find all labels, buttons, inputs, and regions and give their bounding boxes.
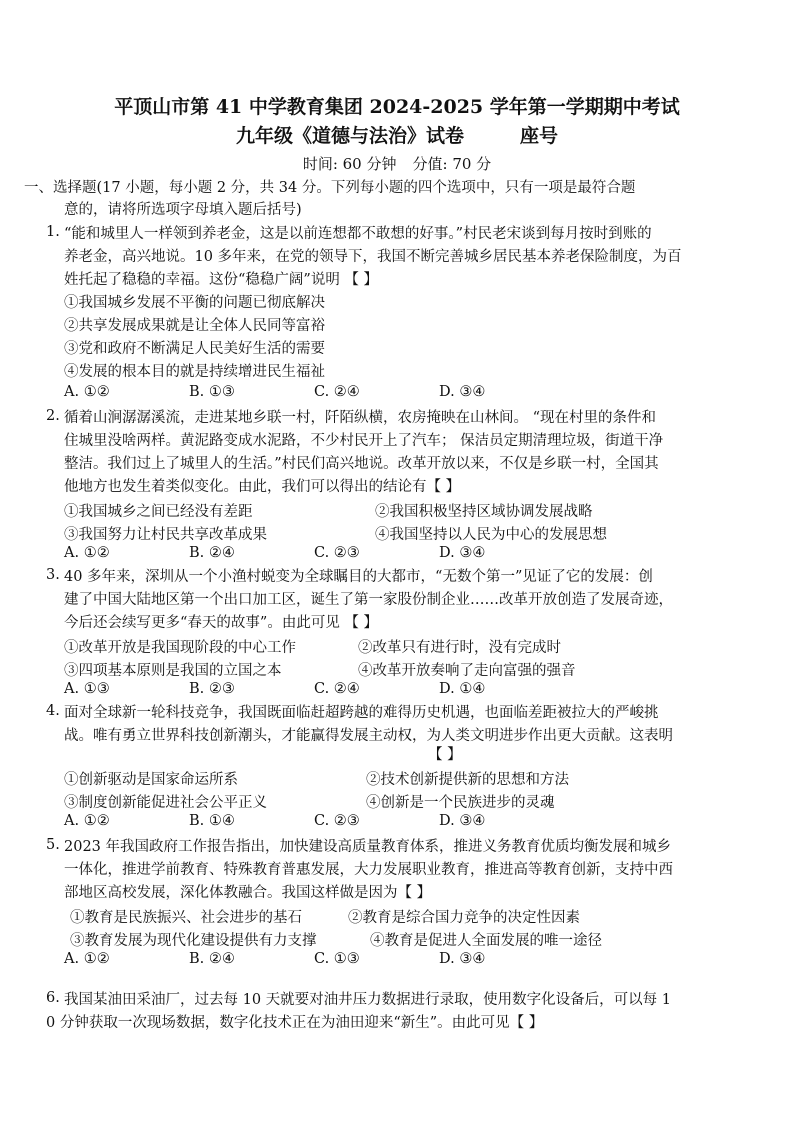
question-number: 1. bbox=[46, 224, 60, 240]
statement: ④发展的根本目的就是持续增进民生福祉 bbox=[64, 364, 325, 380]
question-stem-line: 住城里没啥两样。黄泥路变成水泥路，不少村民开上了汽车； 保洁员定期清理垃圾，街道干净 bbox=[64, 433, 664, 449]
question-stem-line: 整洁。我们过上了城里人的生活。”村民们高兴地说。改革开放以来，不仅是乡联一村，全国其 bbox=[64, 456, 659, 472]
answer-options bbox=[64, 545, 564, 561]
statement: ③制度创新能促进社会公平正义 bbox=[64, 795, 267, 811]
answer-options bbox=[64, 951, 564, 967]
question-stem-line: 养老金，高兴地说。10 多年来，在党的领导下，我国不断完善城乡居民基本养老保险制度，为百 bbox=[64, 249, 682, 265]
question-stem-line: 姓托起了稳稳的幸福。这份“稳稳广阔”说明 【 】 bbox=[64, 272, 379, 288]
seat-label: 座号 bbox=[520, 125, 559, 147]
statement: ②共享发展成果就是让全体人民同等富裕 bbox=[64, 318, 325, 334]
question-stem-line: 建了中国大陆地区第一个出口加工区，诞生了第一家股份制企业……改革开放创造了发展奇迹， bbox=[64, 592, 673, 608]
statement: ③我国努力让村民共享改革成果 bbox=[64, 527, 267, 543]
option-d: D. ③④ bbox=[439, 384, 486, 400]
statement: ④创新是一个民族进步的灵魂 bbox=[366, 795, 555, 811]
option-c: C. ②③ bbox=[314, 813, 360, 829]
question-stem-line: 循着山涧潺潺溪流，走进某地乡联一村，阡陌纵横，农房掩映在山林间。 “现在村里的条件和 bbox=[64, 410, 657, 426]
question-number: 6. bbox=[46, 990, 60, 1006]
option-a: A. ①② bbox=[64, 951, 110, 967]
option-c: C. ②④ bbox=[314, 681, 360, 697]
section-heading-cont: 意的，请将所选项字母填入题后括号) bbox=[64, 202, 302, 218]
option-b: B. ①③ bbox=[189, 384, 235, 400]
subject-title: 九年级《道德与法治》试卷 bbox=[235, 125, 464, 147]
option-d: D. ③④ bbox=[439, 813, 486, 829]
statement: ②技术创新提供新的思想和方法 bbox=[366, 772, 569, 788]
statement: ①创新驱动是国家命运所系 bbox=[64, 772, 238, 788]
statement: ③党和政府不断满足人民美好生活的需要 bbox=[64, 341, 325, 357]
question-stem-line: 我国某油田采油厂，过去每 10 天就要对油井压力数据进行录取，使用数字化设备后，可以每 1 bbox=[64, 992, 671, 1008]
answer-options bbox=[64, 681, 564, 697]
question-number: 2. bbox=[46, 408, 60, 424]
option-d: D. ①④ bbox=[439, 681, 486, 697]
statement: ①我国城乡发展不平衡的问题已彻底解决 bbox=[64, 295, 325, 311]
statement: ④教育是促进人全面发展的唯一途径 bbox=[370, 933, 602, 949]
question-stem-line: 他地方也发生着类似变化。由此，我们可以得出的结论有【 】 bbox=[64, 479, 461, 495]
answer-options bbox=[64, 384, 564, 400]
exam-time: 时间: 60 分钟 bbox=[302, 155, 397, 173]
question-stem-line: 部地区高校发展，深化体教融合。我国这样做是因为【 】 bbox=[64, 885, 432, 901]
answer-bracket: 【 】 bbox=[428, 747, 462, 763]
option-c: C. ②③ bbox=[314, 545, 360, 561]
option-a: A. ①② bbox=[64, 384, 110, 400]
exam-subtitle bbox=[0, 121, 794, 148]
statement: ①教育是民族振兴、社会进步的基石 bbox=[70, 910, 302, 926]
statement: ④我国坚持以人民为中心的发展思想 bbox=[375, 527, 607, 543]
exam-score: 分值: 70 分 bbox=[412, 155, 492, 173]
statement: ③四项基本原则是我国的立国之本 bbox=[64, 663, 282, 679]
answer-options bbox=[64, 813, 564, 829]
option-a: A. ①② bbox=[64, 813, 110, 829]
statement: ③教育发展为现代化建设提供有力支撑 bbox=[70, 933, 317, 949]
question-stem-line: 一体化，推进学前教育、特殊教育普惠发展，大力发展职业教育，推进高等教育创新，支持中西 bbox=[64, 862, 673, 878]
question-stem-line: 今后还会续写更多“春天的故事”。由此可见 【 】 bbox=[64, 615, 379, 631]
option-a: A. ①② bbox=[64, 545, 110, 561]
question-stem-line: “能和城里人一样领到养老金，这是以前连想都不敢想的好事。”村民老宋谈到每月按时到账的 bbox=[64, 226, 652, 242]
statement: ②教育是综合国力竞争的决定性因素 bbox=[348, 910, 580, 926]
question-number: 3. bbox=[46, 567, 60, 583]
statement: ②我国积极坚持区域协调发展战略 bbox=[375, 504, 593, 520]
option-b: B. ②④ bbox=[189, 951, 235, 967]
option-b: B. ②④ bbox=[189, 545, 235, 561]
option-c: C. ②④ bbox=[314, 384, 360, 400]
option-c: C. ①③ bbox=[314, 951, 360, 967]
section-heading: 一、选择题(17 小题，每小题 2 分，共 34 分。下列每小题的四个选项中，只有一项是最符合题 bbox=[24, 180, 636, 196]
statement: ①改革开放是我国现阶段的中心工作 bbox=[64, 640, 296, 656]
question-stem-line: 面对全球新一轮科技竞争，我国既面临赶超跨越的难得历史机遇，也面临差距被拉大的严峻挑 bbox=[64, 705, 659, 721]
question-stem-line: 0 分钟获取一次现场数据，数字化技术正在为油田迎来“新生”。由此可见【 】 bbox=[46, 1015, 544, 1031]
option-b: B. ②③ bbox=[189, 681, 235, 697]
question-number: 5. bbox=[46, 837, 60, 853]
exam-title: 平顶山市第 41 中学教育集团 2024-2025 学年第一学期期中考试 bbox=[114, 96, 680, 118]
option-b: B. ①④ bbox=[189, 813, 235, 829]
statement: ②改革只有进行时，没有完成时 bbox=[358, 640, 561, 656]
statement: ④改革开放奏响了走向富强的强音 bbox=[358, 663, 576, 679]
question-number: 4. bbox=[46, 703, 60, 719]
exam-meta bbox=[0, 153, 794, 174]
option-a: A. ①③ bbox=[64, 681, 110, 697]
option-d: D. ③④ bbox=[439, 951, 486, 967]
question-stem-line: 战。唯有勇立世界科技创新潮头，才能赢得发展主动权，为人类文明进步作出更大贡献。这表明 bbox=[64, 728, 673, 744]
question-stem-line: 2023 年我国政府工作报告指出，加快建设高质量教育体系，推进义务教育优质均衡发展和城乡 bbox=[64, 839, 672, 855]
question-stem-line: 40 多年来，深圳从一个小渔村蜕变为全球瞩目的大都市，“无数个第一”见证了它的发展：创 bbox=[64, 569, 653, 585]
statement: ①我国城乡之间已经没有差距 bbox=[64, 504, 253, 520]
option-d: D. ③④ bbox=[439, 545, 486, 561]
